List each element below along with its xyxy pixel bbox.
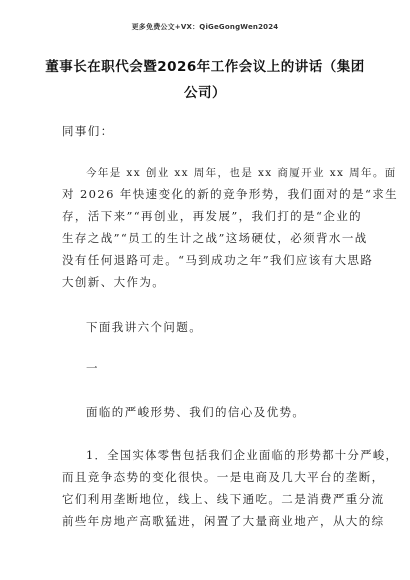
header-note: 更多免费公文+VX：QiGeGongWen2024 bbox=[131, 23, 279, 31]
paragraph-line: 存，活下来”“再创业，再发展”，我们打的是“企业的 bbox=[62, 209, 363, 223]
paragraph-line: 大创新、大作为。 bbox=[62, 275, 166, 289]
paragraph-line: 没有任何退路可走。“马到成功之年”我们应该有大思路 bbox=[62, 253, 374, 267]
document-title-line-1: 董事长在职代会暨2026年工作会议上的讲话（集团 bbox=[45, 59, 365, 75]
document-title-line-2: 公司） bbox=[184, 85, 226, 101]
paragraph-line: 对 2026 年快速变化的新的竞争形势，我们面对的是“求生 bbox=[62, 187, 399, 201]
section-number: 一 bbox=[86, 361, 99, 375]
paragraph-line: 生存之战”“员工的生计之战”这场硬仗，必须背水一战 bbox=[62, 231, 368, 245]
salutation: 同事们： bbox=[62, 124, 114, 138]
paragraph-line: 1．全国实体零售包括我们企业面临的形势都十分严峻， bbox=[86, 449, 399, 462]
paragraph-line: 而且竞争态势的变化很快。一是电商及几大平台的垄断， bbox=[62, 470, 385, 484]
section-heading: 面临的严峻形势、我们的信心及优势。 bbox=[86, 405, 306, 419]
paragraph-line: 它们利用垄断地位，线上、线下通吃。二是消费严重分流 bbox=[62, 492, 385, 506]
intro-line: 下面我讲六个问题。 bbox=[86, 320, 203, 334]
paragraph-line: 今年是 xx 创业 xx 周年，也是 xx 商厦开业 xx 周年。面 bbox=[86, 167, 397, 179]
paragraph-line: 前些年房地产高歌猛进，闲置了大量商业地产，从大的综 bbox=[62, 514, 385, 528]
